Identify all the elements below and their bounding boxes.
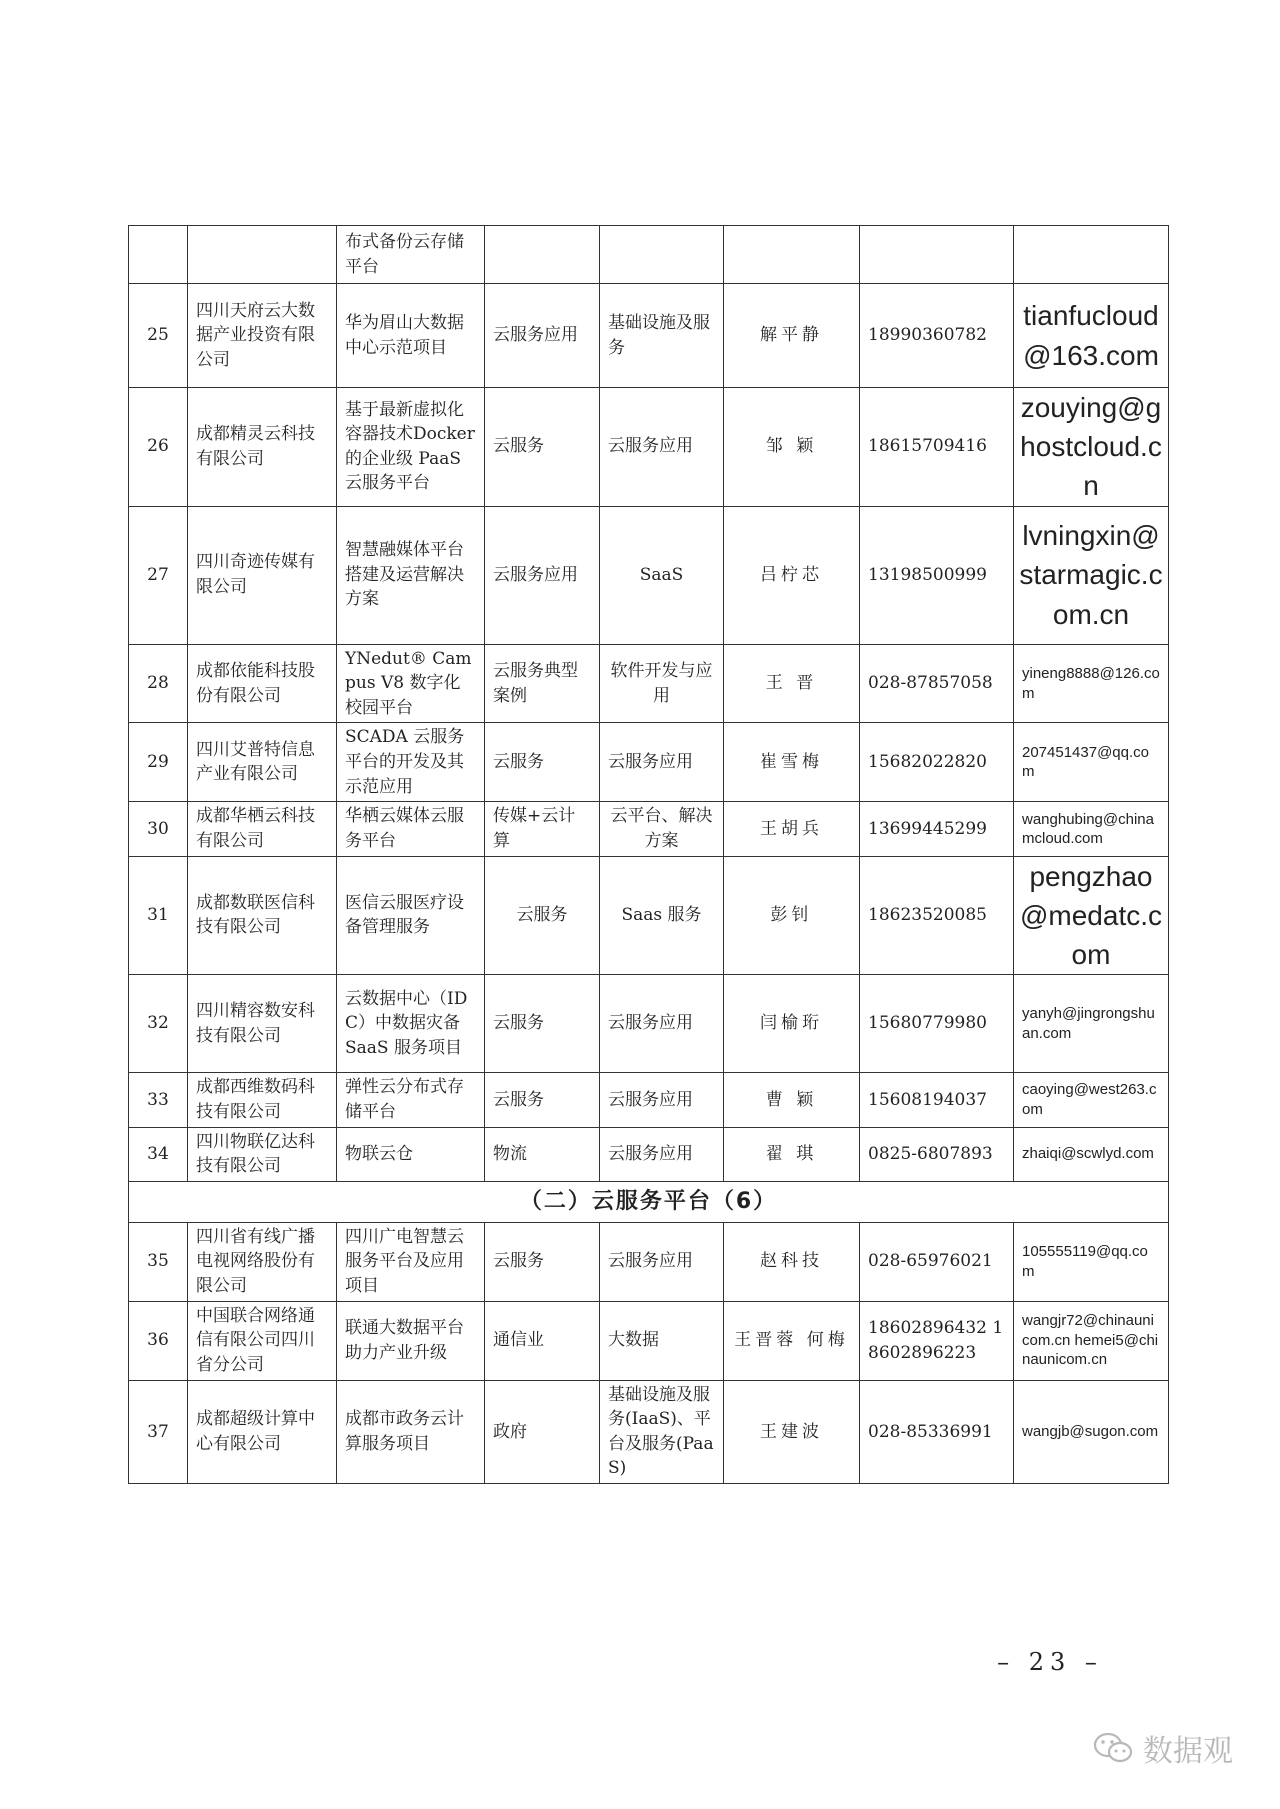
company-name: 四川天府云大数据产业投资有限公司 (188, 284, 337, 388)
phone-number: 15608194037 (860, 1073, 1014, 1127)
category: 云服务 (485, 723, 600, 802)
email-address: 207451437@qq.com (1014, 723, 1169, 802)
phone-number: 028-87857058 (860, 644, 1014, 723)
service-type: 云服务应用 (600, 975, 724, 1073)
page-number: – 23 – (997, 1648, 1103, 1676)
project-name: 华为眉山大数据中心示范项目 (337, 284, 485, 388)
table-row (129, 388, 1169, 507)
phone-number: 028-85336991 (860, 1380, 1014, 1484)
contact-person: 曹 颖 (724, 1073, 860, 1127)
company-name: 成都西维数码科技有限公司 (188, 1073, 337, 1127)
project-name: 智慧融媒体平台搭建及运营解决方案 (337, 506, 485, 644)
watermark-text: 数据观 (1143, 1734, 1233, 1769)
project-name: YNedut® Campus V8 数字化校园平台 (337, 644, 485, 723)
phone-number: 13699445299 (860, 802, 1014, 856)
service-type: 云服务应用 (600, 1222, 724, 1301)
category: 云服务典型案例 (485, 644, 600, 723)
row-number: 30 (129, 802, 188, 856)
phone-number: 18990360782 (860, 284, 1014, 388)
row-number: 26 (129, 388, 188, 507)
project-name: 弹性云分布式存储平台 (337, 1073, 485, 1127)
row-number (129, 226, 188, 284)
table-row (129, 975, 1169, 1073)
contact-person: 赵科技 (724, 1222, 860, 1301)
company-name: 中国联合网络通信有限公司四川省分公司 (188, 1301, 337, 1380)
section-header-row (129, 1181, 1169, 1222)
company-name: 成都华栖云科技有限公司 (188, 802, 337, 856)
contact-person: 王建波 (724, 1380, 860, 1484)
project-name: 联通大数据平台助力产业升级 (337, 1301, 485, 1380)
phone-number: 13198500999 (860, 506, 1014, 644)
service-type: 云服务应用 (600, 723, 724, 802)
row-number: 27 (129, 506, 188, 644)
project-name: 四川广电智慧云服务平台及应用项目 (337, 1222, 485, 1301)
email-address: wangjr72@chinaunicom.cn hemei5@chinaunicom.cn (1014, 1301, 1169, 1380)
phone-number: 15680779980 (860, 975, 1014, 1073)
category: 云服务应用 (485, 284, 600, 388)
row-number: 37 (129, 1380, 188, 1484)
email-address: yineng8888@126.com (1014, 644, 1169, 723)
contact-person: 闫榆珩 (724, 975, 860, 1073)
service-type: 云服务应用 (600, 388, 724, 507)
email-address: pengzhao@medatc.com (1014, 856, 1169, 975)
row-number: 33 (129, 1073, 188, 1127)
contact-person: 解平静 (724, 284, 860, 388)
phone-number: 18615709416 (860, 388, 1014, 507)
table-row (129, 723, 1169, 802)
service-type: 软件开发与应用 (600, 644, 724, 723)
table-row (129, 644, 1169, 723)
project-name: 成都市政务云计算服务项目 (337, 1380, 485, 1484)
row-number: 31 (129, 856, 188, 975)
email-address: tianfucloud@163.com (1014, 284, 1169, 388)
company-name: 四川艾普特信息产业有限公司 (188, 723, 337, 802)
project-name: 物联云仓 (337, 1127, 485, 1181)
table-row (129, 1301, 1169, 1380)
table-row (129, 1127, 1169, 1181)
row-number: 29 (129, 723, 188, 802)
project-name: 华栖云媒体云服务平台 (337, 802, 485, 856)
service-type: 大数据 (600, 1301, 724, 1380)
table-row (129, 856, 1169, 975)
table-row (129, 802, 1169, 856)
category: 通信业 (485, 1301, 600, 1380)
category: 物流 (485, 1127, 600, 1181)
company-name: 成都数联医信科技有限公司 (188, 856, 337, 975)
phone-number: 028-65976021 (860, 1222, 1014, 1301)
row-number: 36 (129, 1301, 188, 1380)
service-type: SaaS (600, 506, 724, 644)
service-type: 云平台、解决方案 (600, 802, 724, 856)
company-name: 四川奇迹传媒有限公司 (188, 506, 337, 644)
row-number: 35 (129, 1222, 188, 1301)
company-name (188, 226, 337, 284)
phone-number (860, 226, 1014, 284)
table-row (129, 226, 1169, 284)
category: 云服务 (485, 1073, 600, 1127)
contact-person: 崔雪梅 (724, 723, 860, 802)
contact-person: 王晋蓉 何梅 (724, 1301, 860, 1380)
category: 传媒+云计算 (485, 802, 600, 856)
email-address: wanghubing@chinamcloud.com (1014, 802, 1169, 856)
table-row (129, 1222, 1169, 1301)
email-address: zhaiqi@scwlyd.com (1014, 1127, 1169, 1181)
category: 云服务 (485, 856, 600, 975)
service-type: Saas 服务 (600, 856, 724, 975)
wechat-icon (1093, 1731, 1133, 1765)
table-row (129, 284, 1169, 388)
watermark (1093, 1726, 1233, 1770)
row-number: 25 (129, 284, 188, 388)
service-type: 基础设施及服务 (600, 284, 724, 388)
email-address: caoying@west263.com (1014, 1073, 1169, 1127)
category: 云服务 (485, 1222, 600, 1301)
project-name: 医信云服医疗设备管理服务 (337, 856, 485, 975)
phone-number: 18623520085 (860, 856, 1014, 975)
phone-number: 0825-6807893 (860, 1127, 1014, 1181)
contact-person: 彭钊 (724, 856, 860, 975)
company-name: 四川省有线广播电视网络股份有限公司 (188, 1222, 337, 1301)
contact-person: 吕柠芯 (724, 506, 860, 644)
email-address: wangjb@sugon.com (1014, 1380, 1169, 1484)
category: 政府 (485, 1380, 600, 1484)
service-type (600, 226, 724, 284)
service-type: 云服务应用 (600, 1127, 724, 1181)
project-name: 云数据中心（IDC）中数据灾备 SaaS 服务项目 (337, 975, 485, 1073)
email-address: 105555119@qq.com (1014, 1222, 1169, 1301)
contact-person: 邹 颖 (724, 388, 860, 507)
row-number: 32 (129, 975, 188, 1073)
category: 云服务应用 (485, 506, 600, 644)
contact-person (724, 226, 860, 284)
company-name: 成都精灵云科技有限公司 (188, 388, 337, 507)
service-type: 基础设施及服务(IaaS)、平台及服务(PaaS) (600, 1380, 724, 1484)
project-name: SCADA 云服务平台的开发及其示范应用 (337, 723, 485, 802)
service-type: 云服务应用 (600, 1073, 724, 1127)
enterprise-list-table (128, 225, 1169, 1484)
section-title: （二）云服务平台（6） (129, 1181, 1169, 1222)
category: 云服务 (485, 388, 600, 507)
row-number: 28 (129, 644, 188, 723)
category: 云服务 (485, 975, 600, 1073)
contact-person: 王胡兵 (724, 802, 860, 856)
phone-number: 18602896432 18602896223 (860, 1301, 1014, 1380)
company-name: 四川物联亿达科技有限公司 (188, 1127, 337, 1181)
row-number: 34 (129, 1127, 188, 1181)
phone-number: 15682022820 (860, 723, 1014, 802)
email-address (1014, 226, 1169, 284)
project-name: 基于最新虚拟化容器技术Docker的企业级 PaaS 云服务平台 (337, 388, 485, 507)
email-address: yanyh@jingrongshuan.com (1014, 975, 1169, 1073)
category (485, 226, 600, 284)
table-row (129, 1380, 1169, 1484)
company-name: 成都依能科技股份有限公司 (188, 644, 337, 723)
contact-person: 王 晋 (724, 644, 860, 723)
table-row (129, 506, 1169, 644)
company-name: 四川精容数安科技有限公司 (188, 975, 337, 1073)
project-name: 布式备份云存储平台 (337, 226, 485, 284)
email-address: lvningxin@starmagic.com.cn (1014, 506, 1169, 644)
contact-person: 翟 琪 (724, 1127, 860, 1181)
table-row (129, 1073, 1169, 1127)
email-address: zouying@ghostcloud.cn (1014, 388, 1169, 507)
company-name: 成都超级计算中心有限公司 (188, 1380, 337, 1484)
